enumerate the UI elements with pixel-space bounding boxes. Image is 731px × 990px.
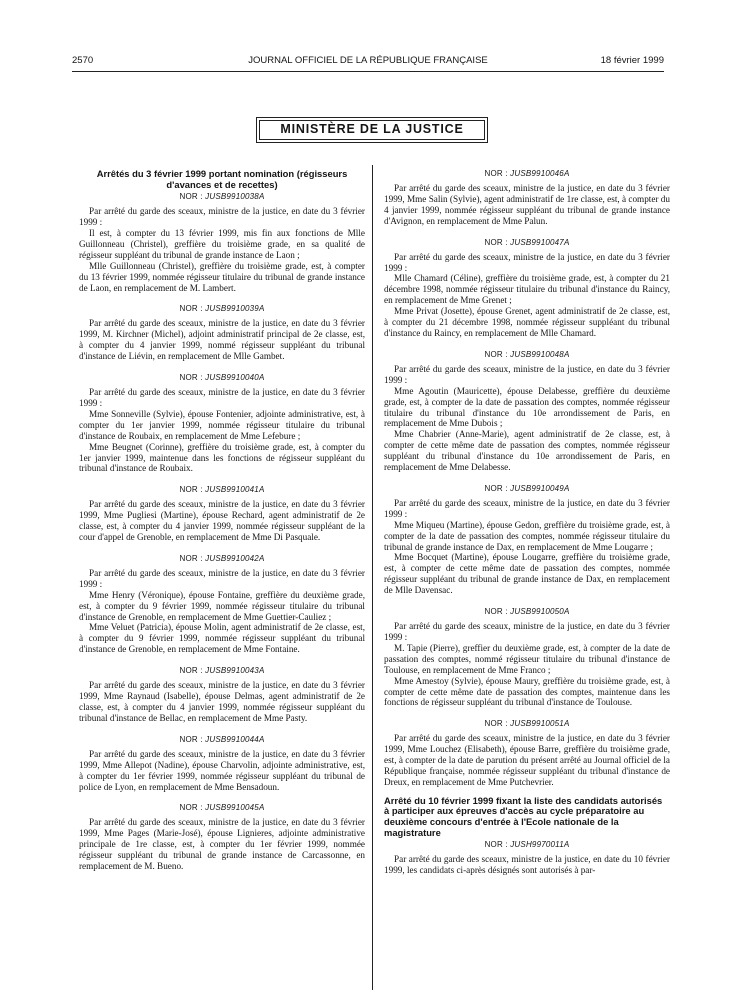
arrete-block (79, 554, 365, 655)
nor-reference (79, 803, 365, 813)
paragraph: Mme Chabrier (Anne-Marie), agent administratif de 2e classe, est, à compter de cette même date de passation des comptes, nommée régisseur suppléant du tribunal d'instance du 10e arrondissement de Paris, en remplacement de Mme Delabesse. (384, 429, 670, 473)
paragraph: Par arrêté du garde des sceaux, ministre de la justice, en date du 3 février 1999, Mme Allepot (Nadine), épouse Charvolin, adjointe administrative, est, à compter du 1er février 1999, nommée régisseur suppléant du tribunal de police de Lyon, en remplacement de Mme Bensadoun. (79, 748, 365, 792)
nor-code: JUSB9910050A (510, 607, 570, 617)
nor-code: JUSB9910046A (510, 169, 570, 178)
nor-reference (79, 666, 365, 676)
paragraph: Par arrêté du garde des sceaux, ministre de la justice, en date du 3 février 1999 : (384, 621, 670, 642)
paragraph: Mme Bocquet (Martine), épouse Lougarre, greffière du troisième grade, est, à compter de cette même date de passation des comptes, nommée régisseur suppléant du tribunal de grande instance de Dax, en remplacement de Mlle Davensac. (384, 552, 670, 596)
nor-code: JUSB9910048A (510, 349, 570, 359)
nor-code: JUSB9910040A (205, 373, 265, 383)
paragraph: Par arrêté du garde des sceaux, ministre de la justice, en date du 3 février 1999 : (384, 363, 670, 385)
paragraph: Par arrêté du garde des sceaux, ministre de la justice, en date du 3 février 1999 : (79, 567, 365, 589)
arrete-block (384, 350, 670, 473)
section-title-2: Arrêté du 10 février 1999 fixant la liste des candidats autorisés à participer aux épreuves d'accès au cycle préparatoire au deuxième concours d'entrée à l'Ecole nationale de la magistrature (384, 794, 663, 838)
arrete-block (79, 666, 365, 724)
arrete-block (79, 803, 365, 872)
nor-reference (79, 554, 365, 564)
ministry-title: MINISTÈRE DE LA JUSTICE (259, 120, 485, 140)
paragraph: Par arrêté du garde des sceaux, ministre de la justice, en date du 3 février 1999, Mme Pages (Marie-José), épouse Lignieres, adjointe administrative principale de 1re classe, est, à compter du 1er février 1999, nommée régisseur suppléant du tribunal de grande instance de Carcassonne, en remplacement de M. Bueno. (79, 817, 365, 872)
arrete-block (384, 169, 670, 227)
arrete-block (79, 373, 365, 474)
page-header (72, 55, 664, 69)
nor-reference (384, 238, 670, 248)
nor-label: NOR : (179, 666, 203, 676)
paragraph: Mme Henry (Véronique), épouse Fontaine, greffière du deuxième grade, est, à compter du 9 février 1999, nommée régisseur titulaire du tribunal d'instance de Grenoble, en remplacement de Mme Guettier-Cauliez ; (79, 589, 365, 622)
nor-label: NOR : (179, 373, 203, 383)
arrete-block (384, 607, 670, 708)
nor-label: NOR : (484, 237, 508, 247)
paragraph: M. Tapie (Pierre), greffier du deuxième grade, est, à compter de la date de passation des comptes, nommé régisseur titulaire du tribunal d'instance de Toulouse, en remplacement de Mme Franco ; (384, 642, 670, 675)
paragraph: Mme Privat (Josette), épouse Grenet, agent administratif de 2e classe, est, à compter du 21 décembre 1998, nommée régisseur suppléant du tribunal d'instance du Raincy, en remplacement de Mlle Chamard. (384, 306, 670, 338)
paragraph: Par arrêté du garde des sceaux, ministre de la justice, en date du 3 février 1999, Mme Raynaud (Isabelle), épouse Delmas, agent administratif de 2e classe, est, à compter du 4 janvier 1999, nommée régisseur suppléant du tribunal d'instance de Bellac, en remplacement de Mme Pasty. (79, 680, 365, 723)
nor-code: JUSH9970011A (510, 840, 570, 850)
paragraph: Mme Agoutin (Mauricette), épouse Delabesse, greffière du deuxième grade, est, à compter de la date de passation des comptes, nommée régisseur titulaire du tribunal d'instance du 10e arrondissement de Paris, en remplacement de Mme Dubois ; (384, 385, 670, 429)
paragraph: Mme Amestoy (Sylvie), épouse Maury, greffière du troisième grade, est, à compter de cette même date de passation des comptes, maintenue dans les fonctions de régisseur suppléant du tribunal d'instance de Toulouse. (384, 675, 670, 708)
paragraph: Mlle Guillonneau (Christel), greffière du troisième grade, est, à compter du 13 février 1999, nommée régisseur titulaire du tribunal de grande instance de Laon, en remplacement de M. Lambert. (79, 260, 365, 293)
nor-label: NOR : (179, 304, 203, 314)
arrete-block (79, 735, 365, 793)
ministry-box (256, 117, 488, 143)
paragraph: Par arrêté du garde des sceaux, ministre de la justice, en date du 3 février 1999 : (79, 387, 365, 408)
nor-reference (384, 350, 670, 360)
paragraph: Mlle Chamard (Céline), greffière du troisième grade, est, à compter du 21 décembre 1998, nommée régisseur titulaire du tribunal d'instance du Raincy, en remplacement de Mme Grenet ; (384, 273, 670, 306)
paragraph: Il est, à compter du 13 février 1999, mis fin aux fonctions de Mlle Guillonneau (Christel), greffière du troisième grade, en sa qualité de régisseur suppléant du tribunal de grande instance de Laon ; (79, 228, 365, 260)
paragraph: Par arrêté du garde des sceaux, ministre de la justice, en date du 3 février 1999, Mme Louchez (Elisabeth), épouse Barre, greffière du troisième grade, est, à compter de la date de parution du présent arrêté au Journal officiel de la République française, nommée régisseur suppléant du tribunal d'instance de Dreux, en remplacement de Mme Putchevrier. (384, 733, 670, 787)
nor-reference (79, 735, 365, 745)
section-title: Arrêtés du 3 février 1999 portant nomination (régisseurs d'avances et de recettes) (96, 168, 348, 190)
paragraph: Mme Miqueu (Martine), épouse Gedon, greffière du troisième grade, est, à compter de la date de passation des comptes, nommée régisseur titulaire du tribunal de grande instance de Dax, en remplacement de Mme Lougarre ; (384, 519, 670, 552)
nor-label: NOR : (484, 607, 508, 617)
nor-code: JUSB9910039A (205, 304, 265, 314)
nor-label: NOR : (484, 349, 508, 359)
arrete-block (384, 484, 670, 596)
paragraph: Mme Veluet (Patricia), épouse Molin, agent administratif de 2e classe, est, à compter du 9 février 1999, nommée régisseur suppléant du tribunal d'instance de Grenoble, en remplacement de Mme Fontaine. (79, 622, 365, 655)
paragraph: Par arrêté du garde des sceaux, ministre de la justice, en date du 3 février 1999, Mme Salin (Sylvie), agent administratif de 1re classe, est, à compter du 4 janvier 1999, nommée régisseur suppléant du tribunal de grande instance d'Avignon, en remplacement de Mme Palun. (384, 183, 670, 226)
arrete-block (79, 304, 365, 362)
column-divider (372, 165, 373, 990)
page-number: 2570 (72, 55, 94, 66)
nor-reference (79, 485, 365, 495)
paragraph: Par arrêté du garde des sceaux, ministre de la justice, en date du 3 février 1999, Mme Pugliesi (Martine), épouse Rechard, agent administratif de 2e classe, est, à compter du 4 janvier 1999, nommée régisseur suppléant de la cour d'appel de Grenoble, en remplacement de Mme Di Pasquale. (79, 499, 365, 543)
nor-code: JUSB9910044A (205, 734, 265, 744)
nor-reference (384, 719, 670, 729)
nor-label: NOR : (179, 803, 203, 813)
arrete-block (384, 719, 670, 788)
paragraph: Par arrêté du garde des sceaux, ministre de la justice, en date du 3 février 1999 : (384, 497, 670, 519)
nor-label: NOR : (179, 553, 203, 563)
paragraph: Mme Sonneville (Sylvie), épouse Fontenier, adjointe administrative, est, à compter du 1er janvier 1999, nommée régisseur titulaire du tribunal d'instance de Roubaix, en remplacement de Mme Lefebure ; (79, 408, 365, 441)
arrete-block (79, 485, 365, 543)
nor-code: JUSB9910049A (510, 483, 570, 493)
right-column (384, 169, 670, 876)
header-rule (72, 71, 664, 72)
nor-code: JUSB9910043A (205, 666, 265, 676)
nor-code: JUSB9910045A (205, 803, 265, 813)
nor-label: NOR : (484, 840, 508, 850)
arrete-block (384, 238, 670, 339)
nor-reference (79, 373, 365, 383)
nor-label: NOR : (179, 192, 203, 202)
nor-reference (79, 304, 365, 314)
nor-code: JUSB9910041A (205, 485, 265, 495)
paragraph: Par arrêté du garde des sceaux, ministre de la justice, en date du 3 février 1999, M. Kirchner (Michel), adjoint administratif principal de 2e classe, est, à compter du 4 janvier 1999, nommé régisseur suppléant du tribunal d'instance de Liévin, en remplacement de Mlle Gambet. (79, 318, 365, 362)
nor-reference (384, 840, 670, 850)
nor-reference (79, 192, 365, 202)
paragraph: Par arrêté du garde des sceaux, ministre de la justice, en date du 3 février 1999 : (384, 251, 670, 273)
issue-date: 18 février 1999 (600, 55, 664, 66)
nor-label: NOR : (179, 485, 203, 495)
left-column (79, 169, 365, 872)
nor-label: NOR : (484, 719, 508, 729)
paragraph: Par arrêté du garde des sceaux, ministre de la justice, en date du 3 février 1999 : (79, 206, 365, 228)
nor-label: NOR : (484, 169, 508, 178)
paragraph: Mme Beugnet (Corinne), greffière du troisième grade, est, à compter du 1er janvier 1999, maintenue dans les fonctions de régisseur suppléant du tribunal d'instance de Roubaix. (79, 441, 365, 474)
nor-code: JUSB9910047A (510, 237, 570, 247)
nor-reference (384, 484, 670, 494)
nor-label: NOR : (179, 734, 203, 744)
nor-code: JUSB9910051A (510, 719, 570, 729)
nor-code: JUSB9910042A (205, 553, 265, 563)
arrete-block (79, 192, 365, 293)
nor-code: JUSB9910038A (205, 192, 265, 202)
nor-reference (384, 607, 670, 617)
nor-label: NOR : (484, 483, 508, 493)
paragraph: Par arrêté du garde des sceaux, ministre de la justice, en date du 10 février 1999, les candidats ci-après désignés sont autorisés à par- (384, 854, 670, 876)
journal-title: JOURNAL OFFICIEL DE LA RÉPUBLIQUE FRANÇAISE (248, 55, 488, 66)
nor-reference (384, 169, 670, 179)
